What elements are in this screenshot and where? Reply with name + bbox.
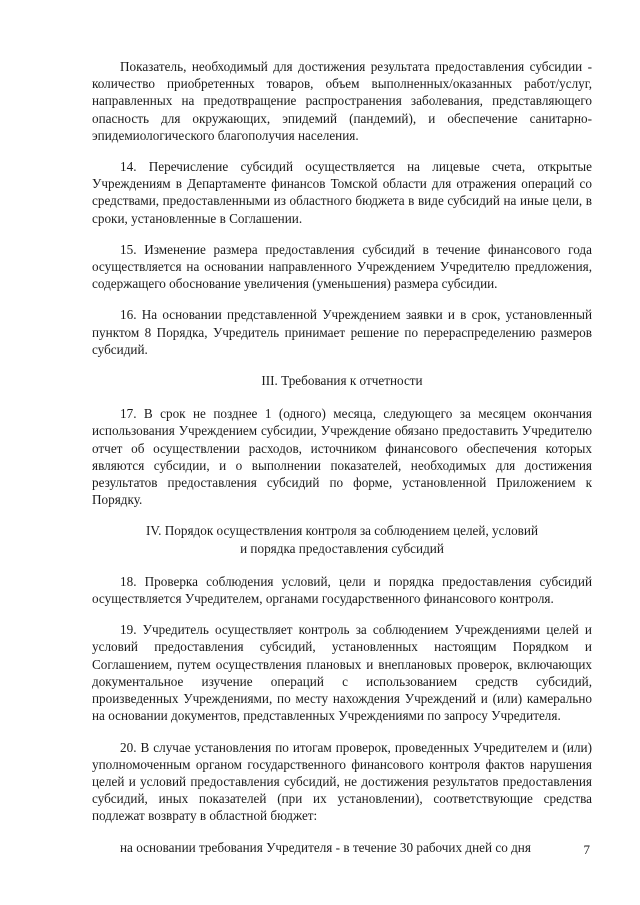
paragraph-18: 18. Проверка соблюдения условий, цели и порядка предоставления субсидий осуществляется Учредителем, органами государственного финансового контроля.	[92, 573, 592, 607]
section-4-heading	[92, 522, 592, 556]
paragraph-20: 20. В случае установления по итогам проверок, проведенных Учредителем и (или) уполномоченным органом государственного финансового контроля фактов нарушения целей и условий предоставления субсидий, не достижения результатов предоставления субсидий, иных показателей (при их установлении), соответствующие средства подлежат возврату в областной бюджет:	[92, 739, 592, 824]
paragraph-17: 17. В срок не позднее 1 (одного) месяца, следующего за месяцем окончания использования Учреждением субсидии, Учреждение обязано предоставить Учредителю отчет об осуществлении расходов, источником финансового обеспечения которых являются субсидии, и о выполнении показателей, необходимых для достижения результатов предоставления субсидий по форме, установленной Приложением к Порядку.	[92, 406, 592, 508]
section-3-heading	[92, 372, 592, 389]
page-number: 7	[583, 842, 590, 857]
paragraph-indicator: Показатель, необходимый для достижения результата предоставления субсидии - количество приобретенных товаров, объем выполненных/оказанных работ/услуг, направленных на предотвращение распространения заболевания, представляющего опасность для окружающих, эпидемий (пандемий), и обеспечение санитарно-эпидемиологического благополучия населения.	[92, 59, 592, 143]
section-4-title-line-2: и порядка предоставления субсидий	[240, 540, 444, 556]
document-page	[92, 58, 592, 856]
paragraph-15: 15. Изменение размера предоставления субсидий в течение финансового года осуществляется на основании направленного Учреждением Учредителю предложения, содержащего обоснование увеличения (уменьшения) размера субсидии.	[92, 241, 592, 292]
paragraph-16: 16. На основании представленной Учреждением заявки и в срок, установленный пунктом 8 Порядка, Учредитель принимает решение по перераспределению размеров субсидий.	[92, 307, 592, 357]
paragraph-continuation: на основании требования Учредителя - в течение 30 рабочих дней со дня	[120, 839, 531, 855]
section-4-title-line-1: IV. Порядок осуществления контроля за соблюдением целей, условий	[145, 523, 539, 539]
paragraph-14: 14. Перечисление субсидий осуществляется на лицевые счета, открытые Учреждениям в Департаменте финансов Томской области для отражения операций со средствами, предоставленными из областного бюджета в виде субсидий на иные цели, в сроки, установленные в Соглашении.	[92, 159, 592, 226]
paragraph-19: 19. Учредитель осуществляет контроль за соблюдением Учреждениями целей и условий предоставления субсидий, установленных настоящим Порядком и Соглашением, путем осуществления плановых и внеплановых проверок, включающих документальное изучение операций с использованием средств субсидий, произведенных Учреждениями, по месту нахождения Учреждений и (или) камерально на основании документов, представленных Учреждениями по запросу Учредителя.	[92, 622, 592, 724]
section-3-title: III. Требования к отчетности	[261, 373, 423, 389]
